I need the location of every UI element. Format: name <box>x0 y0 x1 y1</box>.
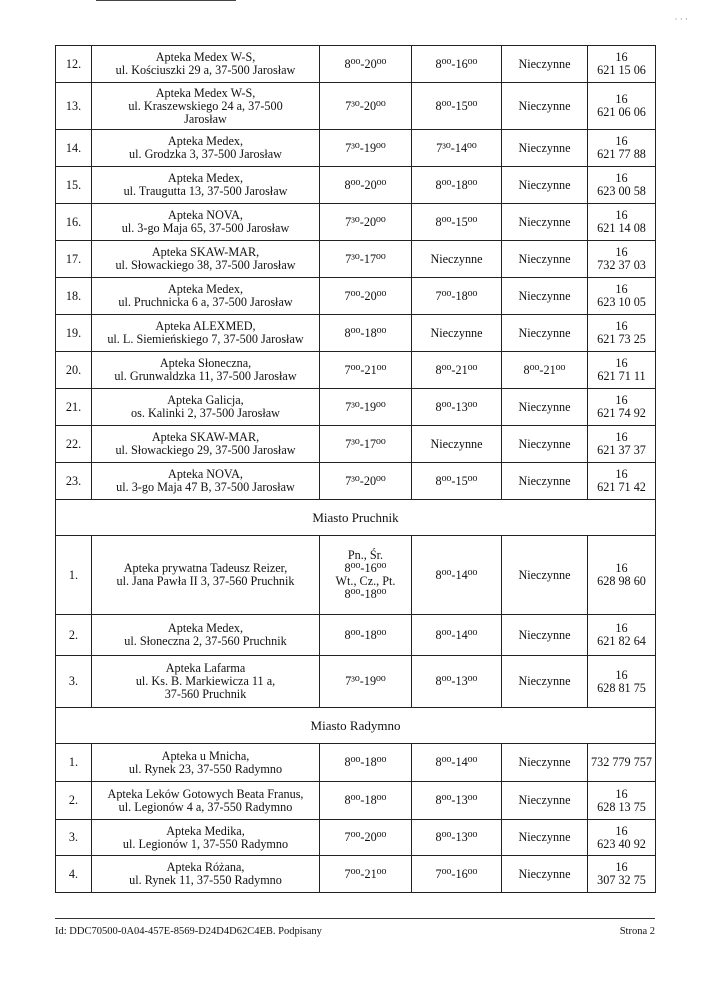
section-row <box>56 500 656 536</box>
table-row <box>56 656 656 708</box>
row-number: 20. <box>56 352 92 389</box>
hours-weekday: 8⁰⁰-20⁰⁰ <box>320 167 412 204</box>
row-number: 22. <box>56 426 92 463</box>
row-number: 21. <box>56 389 92 426</box>
row-number: 1. <box>56 536 92 615</box>
phone-number: 16 732 37 03 <box>588 241 656 278</box>
hours-saturday: 8⁰⁰-13⁰⁰ <box>412 656 502 708</box>
hours-sunday: Nieczynne <box>502 83 588 130</box>
table-row <box>56 352 656 389</box>
hours-saturday: 8⁰⁰-21⁰⁰ <box>412 352 502 389</box>
hours-saturday: 8⁰⁰-13⁰⁰ <box>412 389 502 426</box>
table-row <box>56 389 656 426</box>
row-number: 17. <box>56 241 92 278</box>
top-edge-line <box>96 0 236 1</box>
phone-number: 16 621 14 08 <box>588 204 656 241</box>
pharmacy-name-address: Apteka Lafarma ul. Ks. B. Markiewicza 11 a, 37-560 Pruchnik <box>92 656 320 708</box>
pharmacy-name-address: Apteka Słoneczna, ul. Grunwaldzka 11, 37-500 Jarosław <box>92 352 320 389</box>
phone-number: 16 621 74 92 <box>588 389 656 426</box>
hours-weekday: 7³⁰-20⁰⁰ <box>320 204 412 241</box>
row-number: 23. <box>56 463 92 500</box>
hours-saturday: 8⁰⁰-15⁰⁰ <box>412 83 502 130</box>
pharmacy-name-address: Apteka SKAW-MAR, ul. Słowackiego 38, 37-500 Jarosław <box>92 241 320 278</box>
phone-number: 732 779 757 <box>588 744 656 782</box>
table-row <box>56 426 656 463</box>
row-number: 18. <box>56 278 92 315</box>
phone-number: 16 621 71 11 <box>588 352 656 389</box>
hours-sunday: Nieczynne <box>502 130 588 167</box>
hours-sunday: Nieczynne <box>502 656 588 708</box>
pharmacy-name-address: Apteka Medex, ul. Pruchnicka 6 a, 37-500 Jarosław <box>92 278 320 315</box>
hours-weekday: 7³⁰-19⁰⁰ <box>320 389 412 426</box>
hours-sunday: Nieczynne <box>502 782 588 820</box>
hours-saturday: 8⁰⁰-13⁰⁰ <box>412 782 502 820</box>
hours-saturday: 7³⁰-14⁰⁰ <box>412 130 502 167</box>
hours-saturday: 8⁰⁰-15⁰⁰ <box>412 463 502 500</box>
table-row <box>56 856 656 893</box>
row-number: 4. <box>56 856 92 893</box>
hours-weekday: 8⁰⁰-18⁰⁰ <box>320 744 412 782</box>
hours-sunday: Nieczynne <box>502 426 588 463</box>
phone-number: 16 621 37 37 <box>588 426 656 463</box>
hours-sunday: Nieczynne <box>502 315 588 352</box>
table-row <box>56 615 656 656</box>
table-row <box>56 820 656 856</box>
row-number: 15. <box>56 167 92 204</box>
section-title: Miasto Radymno <box>56 708 656 744</box>
row-number: 2. <box>56 615 92 656</box>
hours-sunday: Nieczynne <box>502 389 588 426</box>
row-number: 14. <box>56 130 92 167</box>
phone-number: 16 621 82 64 <box>588 615 656 656</box>
hours-sunday: Nieczynne <box>502 744 588 782</box>
pharmacy-name-address: Apteka Medex W-S, ul. Kraszewskiego 24 a, 37-500 Jarosław <box>92 83 320 130</box>
hours-sunday: Nieczynne <box>502 241 588 278</box>
hours-saturday: 8⁰⁰-14⁰⁰ <box>412 744 502 782</box>
table-row <box>56 782 656 820</box>
table-row <box>56 744 656 782</box>
hours-weekday: 8⁰⁰-20⁰⁰ <box>320 46 412 83</box>
hours-saturday: Nieczynne <box>412 426 502 463</box>
hours-saturday: 7⁰⁰-16⁰⁰ <box>412 856 502 893</box>
phone-number: 16 628 81 75 <box>588 656 656 708</box>
hours-sunday: Nieczynne <box>502 167 588 204</box>
phone-number: 16 628 13 75 <box>588 782 656 820</box>
scan-specks: · · · <box>674 14 688 24</box>
hours-saturday: 8⁰⁰-16⁰⁰ <box>412 46 502 83</box>
pharmacy-name-address: Apteka Medika, ul. Legionów 1, 37-550 Radymno <box>92 820 320 856</box>
pharmacy-name-address: Apteka Medex, ul. Grodzka 3, 37-500 Jarosław <box>92 130 320 167</box>
hours-saturday: 8⁰⁰-18⁰⁰ <box>412 167 502 204</box>
pharmacy-table-body <box>56 46 656 893</box>
table-row <box>56 130 656 167</box>
phone-number: 16 621 15 06 <box>588 46 656 83</box>
table-row <box>56 167 656 204</box>
hours-sunday: Nieczynne <box>502 463 588 500</box>
phone-number: 16 623 40 92 <box>588 820 656 856</box>
pharmacy-name-address: Apteka Medex, ul. Traugutta 13, 37-500 Jarosław <box>92 167 320 204</box>
phone-number: 16 623 00 58 <box>588 167 656 204</box>
pharmacy-name-address: Apteka NOVA, ul. 3-go Maja 47 B, 37-500 Jarosław <box>92 463 320 500</box>
row-number: 13. <box>56 83 92 130</box>
row-number: 19. <box>56 315 92 352</box>
hours-sunday: Nieczynne <box>502 615 588 656</box>
hours-weekday: 7³⁰-17⁰⁰ <box>320 241 412 278</box>
table-row <box>56 463 656 500</box>
section-title: Miasto Pruchnik <box>56 500 656 536</box>
hours-sunday: Nieczynne <box>502 856 588 893</box>
pharmacy-name-address: Apteka SKAW-MAR, ul. Słowackiego 29, 37-500 Jarosław <box>92 426 320 463</box>
hours-weekday: 7⁰⁰-21⁰⁰ <box>320 856 412 893</box>
hours-saturday: 8⁰⁰-15⁰⁰ <box>412 204 502 241</box>
pharmacy-name-address: Apteka prywatna Tadeusz Reizer, ul. Jana Pawła II 3, 37-560 Pruchnik <box>92 536 320 615</box>
phone-number: 16 307 32 75 <box>588 856 656 893</box>
hours-weekday: 7³⁰-20⁰⁰ <box>320 83 412 130</box>
table-row <box>56 241 656 278</box>
table-row <box>56 204 656 241</box>
hours-weekday: 7⁰⁰-20⁰⁰ <box>320 278 412 315</box>
hours-saturday: 7⁰⁰-18⁰⁰ <box>412 278 502 315</box>
row-number: 16. <box>56 204 92 241</box>
pharmacy-name-address: Apteka Leków Gotowych Beata Franus, ul. Legionów 4 a, 37-550 Radymno <box>92 782 320 820</box>
hours-saturday: Nieczynne <box>412 241 502 278</box>
pharmacy-name-address: Apteka u Mnicha, ul. Rynek 23, 37-550 Radymno <box>92 744 320 782</box>
row-number: 3. <box>56 656 92 708</box>
phone-number: 16 621 77 88 <box>588 130 656 167</box>
hours-sunday: Nieczynne <box>502 204 588 241</box>
hours-sunday: Nieczynne <box>502 820 588 856</box>
hours-weekday: Pn., Śr. 8⁰⁰-16⁰⁰ Wt., Cz., Pt. 8⁰⁰-18⁰⁰ <box>320 536 412 615</box>
phone-number: 16 623 10 05 <box>588 278 656 315</box>
row-number: 3. <box>56 820 92 856</box>
page-number: Strona 2 <box>619 926 655 937</box>
hours-weekday: 7³⁰-19⁰⁰ <box>320 130 412 167</box>
row-number: 2. <box>56 782 92 820</box>
phone-number: 16 621 71 42 <box>588 463 656 500</box>
hours-sunday: Nieczynne <box>502 46 588 83</box>
hours-sunday: 8⁰⁰-21⁰⁰ <box>502 352 588 389</box>
pharmacy-table <box>55 45 656 893</box>
pharmacy-name-address: Apteka Medex W-S, ul. Kościuszki 29 a, 37-500 Jarosław <box>92 46 320 83</box>
table-row <box>56 83 656 130</box>
pharmacy-name-address: Apteka ALEXMED, ul. L. Siemieńskiego 7, 37-500 Jarosław <box>92 315 320 352</box>
hours-weekday: 7⁰⁰-21⁰⁰ <box>320 352 412 389</box>
phone-number: 16 628 98 60 <box>588 536 656 615</box>
hours-weekday: 7³⁰-20⁰⁰ <box>320 463 412 500</box>
hours-weekday: 8⁰⁰-18⁰⁰ <box>320 615 412 656</box>
pharmacy-name-address: Apteka NOVA, ul. 3-go Maja 65, 37-500 Jarosław <box>92 204 320 241</box>
hours-weekday: 7³⁰-19⁰⁰ <box>320 656 412 708</box>
document-id: Id: DDC70500-0A04-457E-8569-D24D4D62C4EB. Podpisany <box>55 926 322 937</box>
hours-weekday: 8⁰⁰-18⁰⁰ <box>320 782 412 820</box>
pharmacy-name-address: Apteka Galicja, os. Kalinki 2, 37-500 Jarosław <box>92 389 320 426</box>
hours-saturday: 8⁰⁰-14⁰⁰ <box>412 615 502 656</box>
hours-saturday: 8⁰⁰-14⁰⁰ <box>412 536 502 615</box>
footer-divider <box>55 918 655 919</box>
hours-sunday: Nieczynne <box>502 536 588 615</box>
phone-number: 16 621 73 25 <box>588 315 656 352</box>
hours-weekday: 7³⁰-17⁰⁰ <box>320 426 412 463</box>
hours-saturday: 8⁰⁰-13⁰⁰ <box>412 820 502 856</box>
hours-sunday: Nieczynne <box>502 278 588 315</box>
table-row <box>56 315 656 352</box>
hours-saturday: Nieczynne <box>412 315 502 352</box>
pharmacy-name-address: Apteka Medex, ul. Słoneczna 2, 37-560 Pruchnik <box>92 615 320 656</box>
row-number: 1. <box>56 744 92 782</box>
row-number: 12. <box>56 46 92 83</box>
hours-weekday: 8⁰⁰-18⁰⁰ <box>320 315 412 352</box>
section-row <box>56 708 656 744</box>
table-row <box>56 536 656 615</box>
table-row <box>56 46 656 83</box>
pharmacy-name-address: Apteka Różana, ul. Rynek 11, 37-550 Radymno <box>92 856 320 893</box>
table-row <box>56 278 656 315</box>
hours-weekday: 7⁰⁰-20⁰⁰ <box>320 820 412 856</box>
phone-number: 16 621 06 06 <box>588 83 656 130</box>
